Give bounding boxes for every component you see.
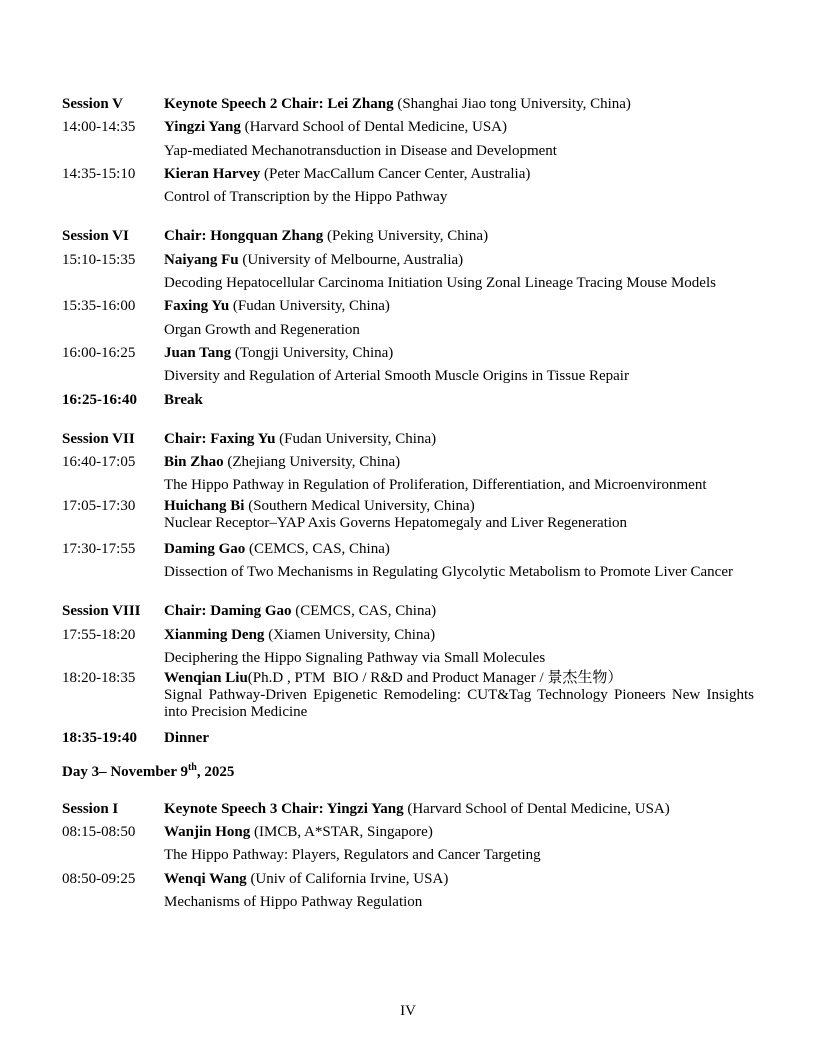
time-slot-empty [62,561,164,584]
time-slot: 18:35-19:40 [62,730,137,747]
time-slot: 08:15-08:50 [62,824,136,841]
time-slot: 16:25-16:40 [62,391,137,408]
chair-info: Chair: Daming Gao [164,603,292,620]
time-slot: 16:00-16:25 [62,344,136,361]
speaker-row [62,624,754,647]
talk-row [62,272,754,295]
event-line [164,389,754,412]
time-slot-empty [62,365,164,388]
talk-title: Mechanisms of Hippo Pathway Regulation [164,894,423,911]
speaker-row [62,116,754,139]
speaker-row [62,538,754,561]
talk-title: Control of Transcription by the Hippo Pathway [164,189,448,206]
speaker-affiliation: (Ph.D , PTM BIO / R&D and Product Manager / 景杰生物） [247,670,623,687]
talk-title: Diversity and Regulation of Arterial Smooth Muscle Origins in Tissue Repair [164,368,629,385]
speaker-line [164,670,754,687]
talk-row [62,365,754,388]
speaker-line [164,295,754,318]
talk-row [62,474,754,497]
talk-title: Yap-mediated Mechanotransduction in Disease and Development [164,142,557,159]
session-header-row [62,225,754,248]
speaker-line [164,116,754,139]
speaker-affiliation: (CEMCS, CAS, China) [245,540,390,557]
speaker-name: Faxing Yu [164,298,230,315]
talk-row [62,319,754,342]
talk-row [62,844,754,867]
chair-affiliation: (Shanghai Jiao tong University, China) [393,96,631,112]
speaker-affiliation: (Fudan University, China) [229,298,390,315]
speaker-affiliation: (Zhejiang University, China) [223,454,401,471]
speaker-row [62,163,754,186]
chair-affiliation: (Fudan University, China) [275,430,437,447]
session-chair-line [164,428,754,451]
day3-heading-post: , 2025 [196,763,235,780]
speaker-name: Daming Gao [164,540,246,557]
speaker-affiliation: (University of Melbourne, Australia) [238,251,464,268]
chair-info: Keynote Speech 2 Chair: Lei Zhang [164,96,394,112]
speaker-line [164,249,754,272]
session-label: Session V [62,96,123,112]
speaker-row [62,821,754,844]
talk-title: The Hippo Pathway: Players, Regulators and Cancer Targeting [164,847,541,864]
section-session-i [62,798,754,914]
time-slot-empty [62,186,164,209]
speaker-name: Wenqi Wang [164,870,247,887]
time-slot: 08:50-09:25 [62,870,136,887]
talk-row [62,515,754,532]
talk-title: Deciphering the Hippo Signaling Pathway via Small Molecules [164,649,546,666]
time-slot-empty [62,272,164,295]
speaker-line [164,498,754,515]
time-slot-empty [62,319,164,342]
speaker-line [164,342,754,365]
speaker-row [62,295,754,318]
speaker-name: Huichang Bi [164,497,245,514]
time-slot-empty [62,474,164,497]
day3-heading-ordinal: th [187,761,197,773]
break-row [62,389,754,412]
chair-affiliation: (Peking University, China) [323,228,489,245]
speaker-name: Bin Zhao [164,454,224,471]
time-slot-empty [62,647,164,670]
talk-title: Signal Pathway-Driven Epigenetic Remodeling: CUT&Tag Technology Pioneers New Insights into Precision Medicine [164,687,758,721]
event-line [164,727,754,750]
time-slot: 15:10-15:35 [62,251,136,268]
speaker-affiliation: (Southern Medical University, China) [244,497,475,514]
session-header-row [62,93,754,116]
session-label: Session VI [62,228,129,245]
time-slot: 17:55-18:20 [62,626,136,643]
talk-row [62,186,754,209]
time-slot-empty [62,140,164,163]
time-slot: 15:35-16:00 [62,298,136,315]
speaker-row [62,670,754,687]
speaker-row [62,868,754,891]
speaker-row [62,342,754,365]
speaker-name: Wanjin Hong [164,824,251,841]
speaker-line [164,624,754,647]
time-slot: 14:00-14:35 [62,119,136,136]
time-slot: 17:30-17:55 [62,540,136,557]
speaker-line [164,451,754,474]
talk-title: Organ Growth and Regeneration [164,321,360,338]
talk-title: The Hippo Pathway in Regulation of Proliferation, Differentiation, and Microenvironment [164,477,707,494]
section-session-viii [62,600,758,750]
time-slot-empty [62,844,164,867]
time-slot-empty [62,891,164,914]
section-session-v [62,93,754,209]
session-header-row [62,428,754,451]
session-header-row [62,798,754,821]
speaker-affiliation: (Harvard School of Dental Medicine, USA) [240,119,508,136]
time-slot: 17:05-17:30 [62,497,136,514]
speaker-row [62,498,754,515]
session-chair-line [164,225,754,248]
time-slot: 14:35-15:10 [62,165,136,182]
speaker-name: Xianming Deng [164,626,265,643]
time-slot-empty [62,687,164,721]
speaker-line [164,868,754,891]
event-label: Dinner [164,730,209,747]
speaker-name: Yingzi Yang [164,119,241,136]
time-slot-empty [62,515,164,532]
talk-title: Nuclear Receptor–YAP Axis Governs Hepatomegaly and Liver Regeneration [164,514,628,531]
talk-title: Dissection of Two Mechanisms in Regulating Glycolytic Metabolism to Promote Liver Cancer [164,564,733,581]
speaker-affiliation: (Xiamen University, China) [264,626,436,643]
chair-info: Keynote Speech 3 Chair: Yingzi Yang [164,800,404,817]
speaker-line [164,538,754,561]
speaker-row [62,249,754,272]
talk-row [62,140,754,163]
speaker-affiliation: (Tongji University, China) [231,344,394,361]
speaker-name: Juan Tang [164,344,232,361]
speaker-line [164,821,754,844]
session-label: Session VII [62,430,135,447]
session-label: Session I [62,800,119,817]
day3-heading-pre: Day 3– November 9 [62,763,188,780]
speaker-row [62,451,754,474]
section-session-vi [62,225,754,411]
session-label: Session VIII [62,603,141,620]
speaker-affiliation: (Univ of California Irvine, USA) [246,870,449,887]
speaker-line [164,163,754,186]
time-slot: 16:40-17:05 [62,454,136,471]
time-slot: 18:20-18:35 [62,670,136,687]
page-number: IV [400,1003,416,1019]
chair-info: Chair: Hongquan Zhang [164,228,324,245]
talk-row [62,647,754,670]
event-label: Break [164,391,203,408]
day3-heading [62,761,754,784]
chair-affiliation: (Harvard School of Dental Medicine, USA) [403,800,670,817]
session-header-row [62,600,754,623]
session-chair-line [164,798,754,821]
chair-affiliation: (CEMCS, CAS, China) [291,603,437,620]
speaker-affiliation: (Peter MacCallum Cancer Center, Australia) [260,165,531,182]
speaker-name: Kieran Harvey [164,165,261,182]
chair-info: Chair: Faxing Yu [164,430,276,447]
talk-row [62,561,754,584]
speaker-affiliation: (IMCB, A*STAR, Singapore) [250,824,433,841]
session-chair-line [164,600,754,623]
talk-title: Decoding Hepatocellular Carcinoma Initiation Using Zonal Lineage Tracing Mouse Models [164,275,716,292]
talk-row [62,687,758,721]
dinner-row [62,727,754,750]
speaker-name: Wenqian Liu [164,670,248,687]
talk-row [62,891,754,914]
session-chair-line [164,93,754,116]
section-session-vii [62,428,754,584]
speaker-name: Naiyang Fu [164,251,239,268]
